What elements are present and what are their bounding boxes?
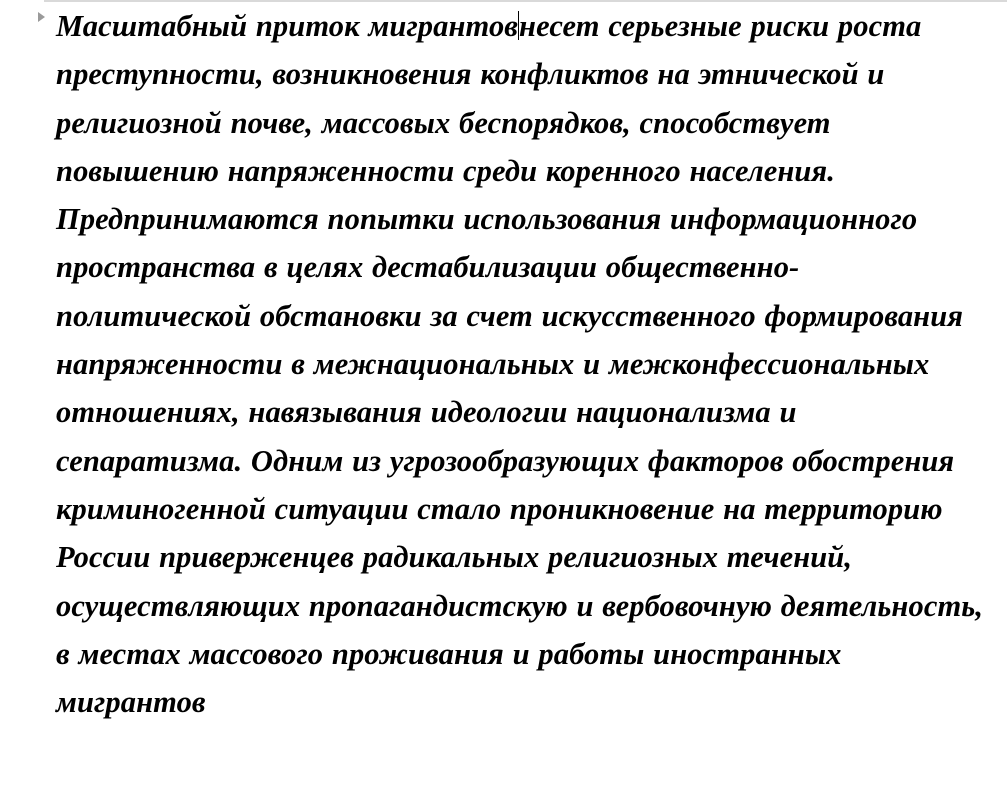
paragraph-segment-after-caret: несет серьезные риски роста преступности, возникновения конфликтов на этнической и религиозной почве, массовых беспорядков, способствует повышению напряженности среди коренного населения. Предпринимаются попытки использования информационного пространства в целях дестабилизации общественно-политической обстановки за счет искусственного формирования напряженности в межнациональных и межконфессиональных отношениях, навязывания идеологии национализма и сепаратизма. Одним из угрозообразующих факторов обострения криминогенной ситуации стало проникновение на территорию России приверженцев радикальных религиозных течений, осуществляющих пропагандистскую и вербовочную деятельность, в местах массового проживания и работы иностранных мигрантов <box>56 9 984 720</box>
margin-indent-marker-icon[interactable] <box>38 12 45 22</box>
body-paragraph <box>56 2 986 726</box>
paragraph-segment-before-caret: Масштабный приток мигрантов <box>56 9 519 43</box>
document-text-area[interactable] <box>56 2 986 792</box>
left-margin-gutter <box>0 0 44 798</box>
